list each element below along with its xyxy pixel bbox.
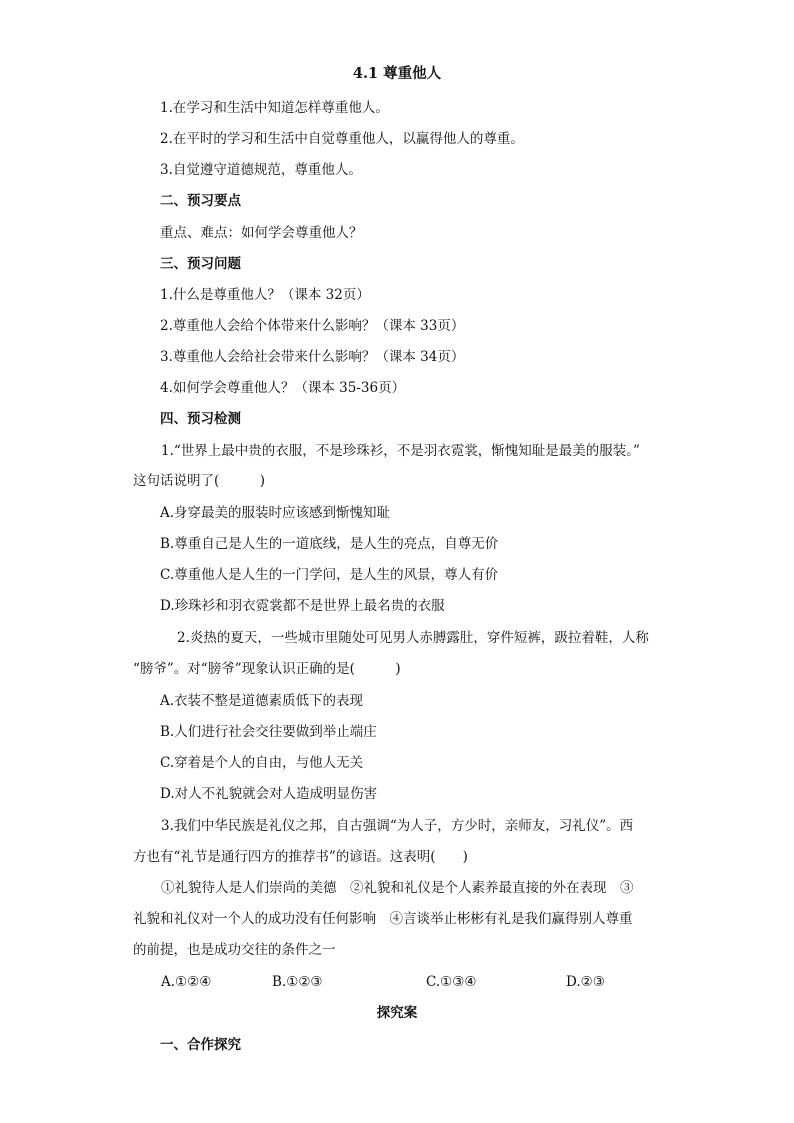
question-1-stem: 1.“世界上最中贵的衣服，不是珍珠衫，不是羽衣霓裳，惭愧知耻是最美的服装。” — [161, 443, 640, 459]
question-2-stem: 2.炎热的夏天，一些城市里随处可见男人赤膊露肚，穿件短裤，趿拉着鞋，人称 — [177, 630, 649, 646]
question-2-option-b: B.人们进行社会交往要做到举止端庄 — [160, 724, 377, 740]
key-points-text: 重点、难点：如何学会尊重他人？ — [160, 225, 363, 241]
question-3-option-b: B.①②③ — [272, 974, 323, 990]
question-3-stem: 3.我们中华民族是礼仪之邦，自古强调“为人子，方少时，亲师友，习礼仪”。西 — [161, 818, 634, 834]
section-heading: 一、合作探究 — [160, 1037, 241, 1053]
question-item: 3.尊重他人会给社会带来什么影响？（课本 34页） — [160, 349, 465, 365]
question-1-option-d: D.珍珠衫和羽衣霓裳都不是世界上最名贵的衣服 — [160, 598, 445, 614]
goal-item: 3.自觉遵守道德规范，尊重他人。 — [160, 162, 362, 178]
question-3-statements: ①礼貌待人是人们崇尚的美德 ②礼貌和礼仪是个人素养最直接的外在表现 ③ — [161, 880, 634, 896]
question-3-stem-cont: 方也有“礼节是通行四方的推荐书”的谚语。这表明( ) — [133, 849, 468, 865]
question-item: 4.如何学会尊重他人？（课本 35-36页） — [160, 380, 406, 396]
question-2-option-d: D.对人不礼貌就会对人造成明显伤害 — [160, 786, 378, 802]
goal-item: 1.在学习和生活中知道怎样尊重他人。 — [160, 100, 389, 116]
goal-item: 2.在平时的学习和生活中自觉尊重他人，以赢得他人的尊重。 — [160, 131, 524, 147]
question-1-option-c: C.尊重他人是人生的一门学问，是人生的风景，尊人有价 — [160, 567, 499, 583]
question-3-statements-end: 的前提，也是成功交往的条件之一 — [133, 942, 336, 958]
section-heading: 二、预习要点 — [160, 193, 241, 209]
question-1-stem-cont: 这句话说明了( ) — [133, 473, 266, 489]
question-3-option-a: A.①②④ — [161, 974, 212, 990]
question-1-option-a: A.身穿最美的服装时应该感到惭愧知耻 — [160, 505, 391, 521]
question-item: 1.什么是尊重他人？（课本 32页） — [160, 287, 370, 303]
question-1-option-b: B.尊重自己是人生的一道底线，是人生的亮点，自尊无价 — [160, 536, 499, 552]
question-2-option-a: A.衣装不整是道德素质低下的表现 — [160, 693, 364, 709]
question-3-option-d: D.②③ — [566, 974, 605, 990]
question-item: 2.尊重他人会给个体带来什么影响？（课本 33页） — [160, 318, 465, 334]
section-heading: 四、预习检测 — [160, 411, 241, 427]
question-3-statements-cont: 礼貌和礼仪对一个人的成功没有任何影响 ④言谈举止彬彬有礼是我们赢得别人尊重 — [133, 911, 633, 927]
question-2-option-c: C.穿着是个人的自由，与他人无关 — [160, 755, 364, 771]
section-heading: 三、预习问题 — [160, 256, 241, 272]
explore-title: 探究案 — [376, 1005, 418, 1021]
question-3-option-c: C.①③④ — [426, 974, 477, 990]
question-2-stem-cont: “膀爷”。对“膀爷”现象认识正确的是( ) — [133, 661, 401, 677]
page-title: 4.1 尊重他人 — [352, 65, 442, 82]
